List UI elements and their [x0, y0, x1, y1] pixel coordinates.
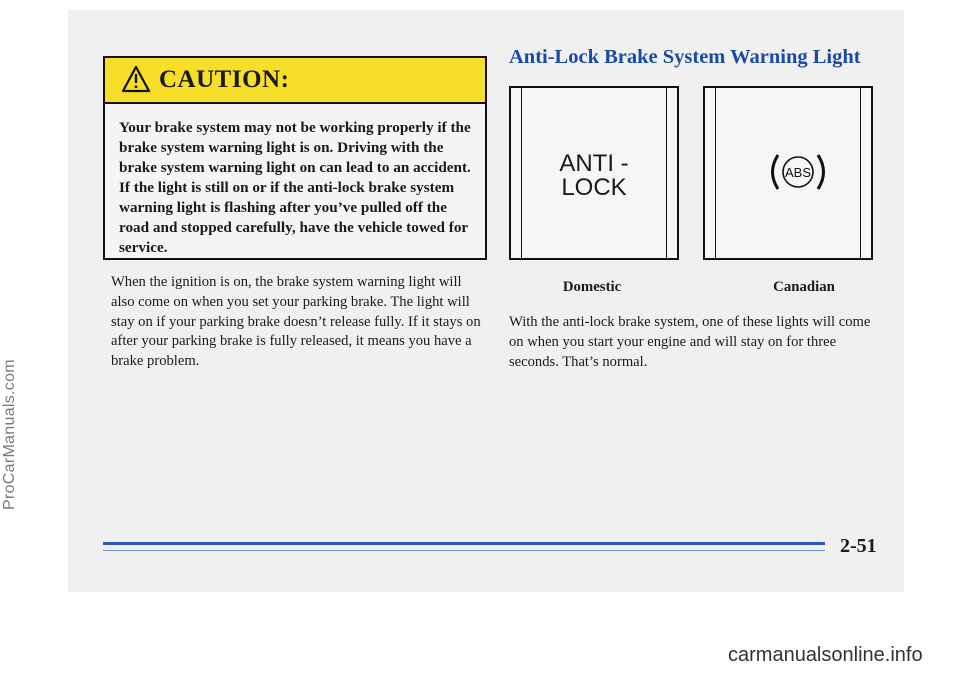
- parking-brake-paragraph: When the ignition is on, the brake system warning light will also come on when you set your parking brake. The light will stay on if your parking brake doesn’t release fully. If it stays on after your parking brake is fully released, it means you have a brake problem.: [111, 274, 481, 370]
- anti-lock-light-text: [522, 152, 666, 200]
- footer-rule-thin: [103, 550, 825, 551]
- abs-label: ABS: [784, 165, 812, 180]
- domestic-light-frame: [521, 88, 667, 258]
- side-watermark: ProCarManuals.com: [1, 359, 18, 510]
- canadian-light-frame: [715, 88, 861, 258]
- abs-icon: [766, 150, 830, 194]
- canadian-warning-light: [703, 86, 873, 260]
- anti-lock-paragraph: With the anti-lock brake system, one of these lights will come on when you start your engine and will stay on for three seconds. That’s normal.: [509, 314, 871, 370]
- footer-rule: [103, 542, 825, 545]
- caution-header: [105, 58, 485, 104]
- caution-title: CAUTION:: [159, 66, 290, 93]
- caption-canadian: Canadian: [773, 279, 835, 295]
- caution-text: Your brake system may not be working properly if the brake system warning light is on. Driving with the brake system warning light on can lead to an accident. If the light is still on or if the anti-lock brake system warning light is flashing after you’ve pulled off the road and stopped carefully, have the vehicle towed for service.: [119, 119, 471, 256]
- anti-lock-line-2: LOCK: [561, 174, 627, 201]
- warning-triangle-icon: [121, 65, 151, 93]
- caution-box: [103, 56, 487, 260]
- footer-watermark: carmanualsonline.info: [728, 644, 923, 666]
- page-number: 2-51: [840, 535, 877, 557]
- section-heading: Anti-Lock Brake System Warning Light: [509, 46, 861, 68]
- caption-domestic: Domestic: [562, 279, 622, 295]
- anti-lock-line-1: ANTI -: [559, 150, 629, 177]
- domestic-warning-light: [509, 86, 679, 260]
